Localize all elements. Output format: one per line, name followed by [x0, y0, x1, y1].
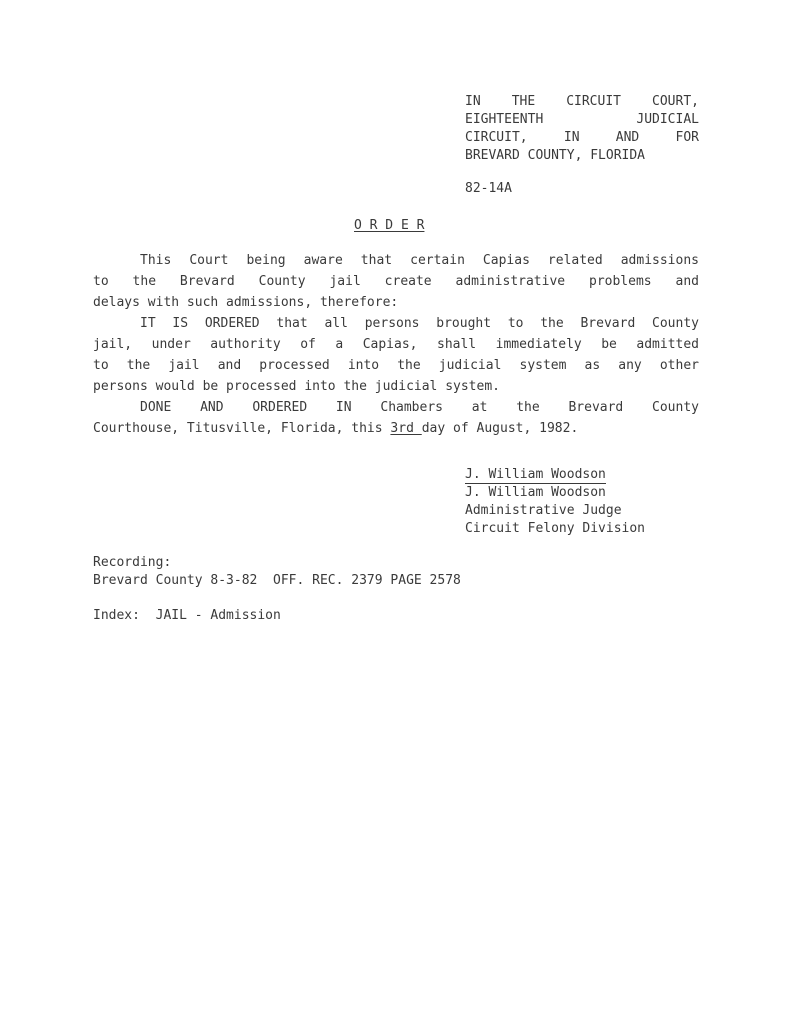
paragraph-1-line-2: to the Brevard County jail create administrative problems and — [93, 274, 699, 289]
recording-entry: Brevard County 8-3-82 OFF. REC. 2379 PAGE 2578 — [93, 573, 461, 588]
recording-label: Recording: — [93, 555, 172, 570]
paragraph-2-line-1: IT IS ORDERED that all persons brought to the Brevard County — [140, 316, 699, 331]
recording-info — [93, 554, 461, 590]
paragraph-2-line-3: to the jail and processed into the judicial system as any other — [93, 358, 699, 373]
judge-name: J. William Woodson — [465, 485, 606, 500]
signature-line: J. William Woodson — [465, 467, 606, 482]
case-caption — [465, 93, 699, 165]
date-prefix: Courthouse, Titusville, Florida, this — [93, 421, 391, 436]
date-suffix: day of August, 1982. — [421, 421, 579, 436]
judge-division: Circuit Felony Division — [465, 521, 646, 536]
signature-block — [465, 466, 645, 538]
paragraph-1-line-3: delays with such admissions, therefore: — [93, 295, 399, 310]
order-body — [93, 250, 699, 439]
date-day: 3rd — [390, 421, 422, 436]
caption-line-in-and-for: CIRCUIT, IN AND FOR — [465, 130, 699, 145]
caption-line-circuit: EIGHTEENTH JUDICIAL — [465, 112, 699, 127]
paragraph-3-line-1: DONE AND ORDERED IN Chambers at the Brevard County — [140, 400, 699, 415]
paragraph-2-line-2: jail, under authority of a Capias, shall immediately be admitted — [93, 337, 699, 352]
caption-line-county: BREVARD COUNTY, FLORIDA — [465, 148, 646, 163]
order-number: 82-14A — [465, 181, 512, 196]
paragraph-1-line-1: This Court being aware that certain Capias related admissions — [140, 253, 699, 268]
index-line: Index: JAIL - Admission — [93, 608, 281, 623]
judge-title: Administrative Judge — [465, 503, 622, 518]
document-title: O R D E R — [354, 218, 425, 233]
caption-line-court: IN THE CIRCUIT COURT, — [465, 94, 699, 109]
paragraph-3-line-2 — [93, 418, 699, 439]
paragraph-2-line-4: persons would be processed into the judicial system. — [93, 379, 500, 394]
